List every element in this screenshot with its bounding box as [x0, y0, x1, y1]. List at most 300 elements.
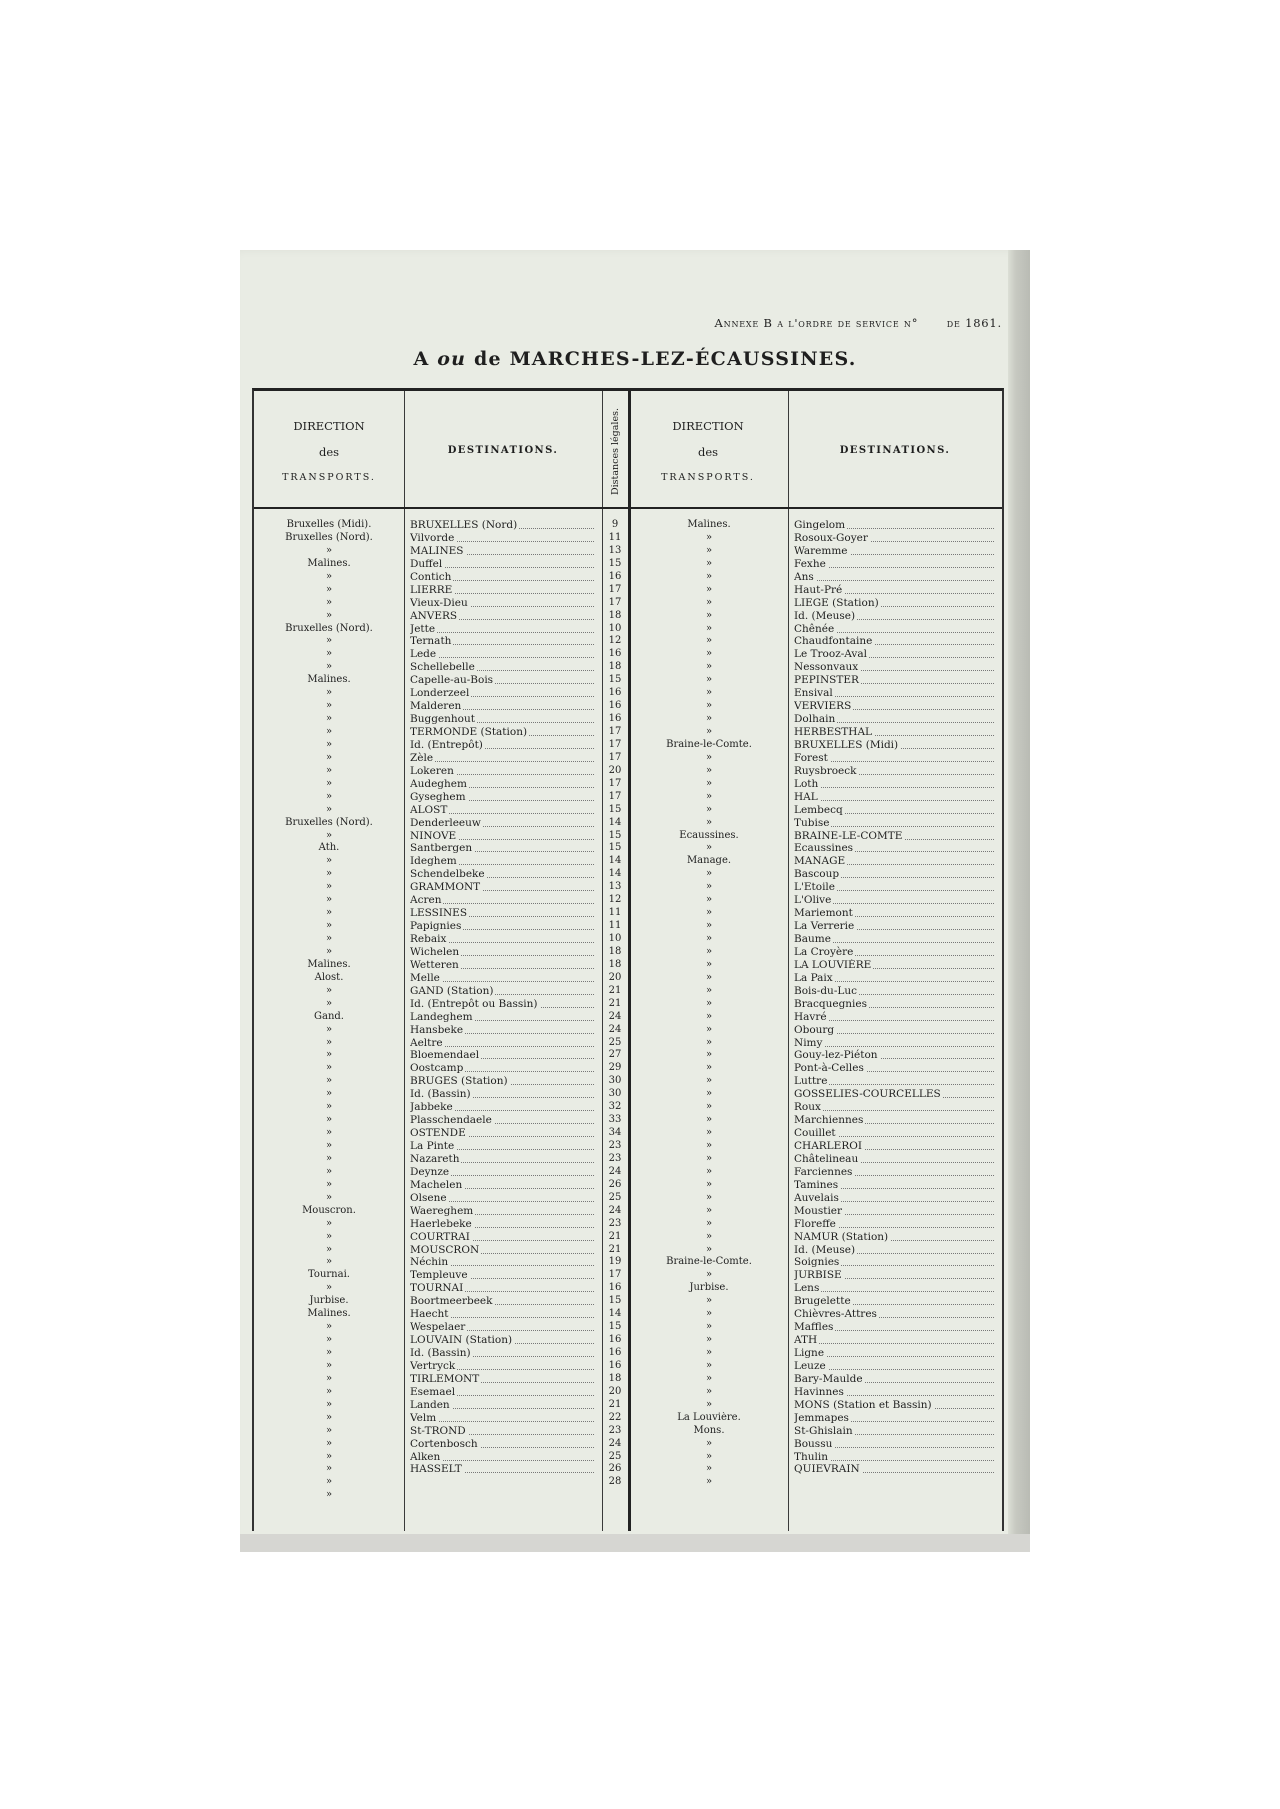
destination-cell: [794, 752, 998, 765]
destination-cell: [794, 1451, 998, 1464]
destination-cell-text: Gingelom: [794, 519, 846, 531]
direction-cell: Bruxelles (Midi).: [286, 519, 372, 530]
destination-cell-text: Soignies: [794, 1256, 840, 1269]
direction-cell: »: [705, 1269, 713, 1281]
scanned-page: [240, 250, 1030, 1552]
direction-cell: »: [705, 1101, 713, 1113]
distance-cell: 18: [608, 609, 622, 621]
destination-cell: [410, 1386, 598, 1399]
destination-cell: [794, 1438, 998, 1451]
destination-cell: [794, 1295, 998, 1308]
direction-cell: »: [705, 1347, 713, 1358]
destination-cell: [794, 998, 998, 1011]
direction-cell: »: [325, 1359, 333, 1371]
destination-cell-text: Chênée: [794, 622, 835, 635]
destination-cell-text: GAND (Station): [410, 984, 494, 997]
destination-cell-text: Gouy-lez-Piéton: [794, 1049, 878, 1062]
direction-cell: »: [325, 1165, 333, 1177]
distance-cell: 16: [608, 700, 622, 712]
direction-cell: »: [325, 945, 333, 957]
destination-cell-text: Jette: [410, 622, 436, 635]
distance-cell: 33: [608, 1114, 622, 1126]
destination-cell-text: VERVIERS: [794, 700, 852, 713]
destination-cell-text: ANVERS: [410, 609, 458, 622]
destination-cell-text: Luttre: [794, 1075, 828, 1088]
direction-cell: »: [325, 1152, 333, 1164]
destination-cell: [410, 1218, 598, 1231]
destination-cell: [410, 1321, 598, 1334]
direction-cell: »: [325, 738, 333, 750]
destination-cell-text: Schendelbeke: [410, 868, 485, 881]
destination-cell: [794, 1037, 998, 1050]
destination-cell-text: Denderleeuw: [410, 816, 481, 829]
direction-cell: »: [705, 868, 713, 880]
direction-cell: »: [325, 1437, 333, 1449]
direction-cell: »: [325, 544, 333, 556]
direction-cell: »: [705, 700, 713, 712]
direction-cell: »: [705, 661, 713, 673]
destination-cell: [410, 1049, 598, 1062]
destination-cell-text: QUIEVRAIN: [794, 1463, 860, 1476]
destination-cell-text: Nessonvaux: [794, 661, 859, 674]
direction-cell: »: [705, 1127, 713, 1139]
destination-cell: [410, 1127, 598, 1140]
destination-cell-text: Brugelette: [794, 1295, 851, 1308]
direction-cell: »: [705, 842, 713, 854]
destination-cell-text: Melle: [410, 971, 440, 984]
destination-cell: [410, 713, 598, 726]
destination-cell: [794, 804, 998, 817]
destination-cell: [410, 972, 598, 985]
direction-cell: Écaussines.: [679, 829, 739, 841]
direction-cell: »: [325, 790, 333, 802]
destination-cell: [410, 1088, 598, 1101]
destination-cell: [794, 1166, 998, 1179]
destination-cell: [410, 597, 598, 610]
right-direction-column: [630, 519, 788, 1489]
destination-cell-text: MALINES: [410, 544, 464, 557]
destination-cell-text: Lembecq: [794, 803, 843, 816]
direction-cell: »: [705, 648, 713, 660]
direction-cell: »: [325, 609, 333, 621]
destination-cell-text: Thulin: [794, 1450, 829, 1463]
header-direction-word: DIRECTION: [293, 419, 365, 433]
direction-cell: »: [325, 803, 333, 815]
destination-cell: [410, 842, 598, 855]
destination-cell-text: Gyseghem: [410, 790, 466, 803]
destination-cell-text: Le Trooz-Aval: [794, 648, 867, 661]
destination-cell-text: NINOVE: [410, 829, 457, 842]
direction-cell: »: [705, 596, 713, 608]
destination-cell: [794, 791, 998, 804]
direction-cell: »: [705, 1476, 713, 1488]
direction-cell: »: [325, 1347, 333, 1358]
destination-cell: [410, 1425, 598, 1438]
destination-cell-text: Marchiennes: [794, 1114, 864, 1127]
destination-cell: [794, 1231, 998, 1244]
destination-cell-text: Baume: [794, 933, 831, 945]
destination-cell: [794, 674, 998, 687]
distance-cell: 18: [608, 661, 622, 673]
destination-cell: [794, 739, 998, 752]
distance-cell: 17: [608, 726, 622, 737]
header-direction-word: DIRECTION: [672, 419, 744, 433]
distance-cell: 23: [608, 1152, 622, 1164]
distance-cell: 24: [608, 1204, 622, 1216]
destination-cell: [410, 1153, 598, 1166]
direction-cell: »: [705, 1140, 713, 1151]
destination-cell-text: Malderen: [410, 700, 462, 713]
destination-cell-text: OSTENDE: [410, 1127, 466, 1140]
destination-cell: [410, 1438, 598, 1451]
destination-cell: [410, 532, 598, 545]
destination-cell-text: HAL: [794, 790, 818, 803]
direction-cell: »: [325, 1334, 333, 1346]
distance-cell: 11: [608, 907, 622, 919]
destination-cell: [794, 1088, 998, 1101]
destination-cell: [410, 584, 598, 597]
destination-cell-text: Contich: [410, 570, 452, 583]
distance-cell: 18: [608, 1372, 622, 1384]
destination-cell: [410, 674, 598, 687]
title-place: MARCHES-LEZ-ÉCAUSSINES.: [509, 348, 857, 370]
distance-cell: 21: [608, 997, 622, 1009]
destination-cell: [410, 635, 598, 648]
distance-cell: 22: [608, 1411, 622, 1423]
destination-cell-text: Pont-à-Celles: [794, 1062, 864, 1075]
distance-cell: 16: [608, 1359, 622, 1371]
destination-cell-text: Id. (Entrepôt ou Bassin): [410, 997, 538, 1010]
destination-cell-text: LIEGE (Station): [794, 596, 879, 609]
destination-cell: [794, 1308, 998, 1321]
direction-cell: »: [705, 958, 713, 970]
destination-cell: [794, 985, 998, 998]
destination-cell: [794, 778, 998, 791]
distance-cell: 15: [608, 557, 622, 569]
destination-cell-text: Alken: [410, 1450, 441, 1463]
destination-cell: [794, 1127, 998, 1140]
direction-cell: »: [325, 1217, 333, 1229]
destination-cell: [410, 1360, 598, 1373]
direction-cell: »: [325, 1321, 333, 1333]
destination-cell: [794, 868, 998, 881]
destination-cell: [794, 1049, 998, 1062]
destination-cell-text: Jemmapes: [794, 1411, 849, 1424]
destination-cell-text: Papignies: [410, 920, 462, 933]
destination-cell: [794, 1386, 998, 1399]
destination-cell: [794, 1179, 998, 1192]
direction-cell: »: [325, 1230, 333, 1242]
distance-cell: 14: [608, 868, 622, 880]
direction-cell: »: [325, 1450, 333, 1462]
distance-cell: 17: [608, 1269, 622, 1281]
header-rule: [254, 507, 1002, 509]
direction-cell: »: [325, 1023, 333, 1035]
destination-cell: [410, 648, 598, 661]
destination-cell-text: Lens: [794, 1282, 820, 1295]
title-ou: ou: [437, 348, 467, 370]
destination-cell-text: Moustier: [794, 1204, 843, 1217]
direction-cell: »: [705, 777, 713, 789]
destination-cell-text: Dolhain: [794, 713, 836, 726]
destination-cell: [794, 584, 998, 597]
destination-cell-text: Ternath: [410, 635, 452, 648]
direction-cell: »: [325, 1243, 333, 1255]
direction-cell: »: [705, 881, 713, 893]
direction-cell: »: [705, 945, 713, 957]
running-head-year: de 1861.: [946, 316, 1002, 330]
distance-cell: 17: [608, 738, 622, 750]
destination-cell-text: Farciennes: [794, 1165, 853, 1178]
destination-cell-text: Rebaix: [410, 933, 447, 945]
direction-cell: »: [705, 1295, 713, 1307]
destination-cell: [410, 1269, 598, 1282]
destination-cell: [794, 920, 998, 933]
direction-cell: »: [705, 531, 713, 543]
destination-cell-text: Haut-Pré: [794, 583, 843, 596]
destination-cell: [410, 558, 598, 571]
destination-cell-text: MONS (Station et Bassin): [794, 1398, 932, 1411]
direction-cell: »: [325, 868, 333, 880]
destination-cell-text: LOUVAIN (Station): [410, 1334, 513, 1347]
destination-cell: [794, 1075, 998, 1088]
destination-cell: [794, 623, 998, 636]
page-binding-shadow: [1008, 250, 1030, 1552]
destination-cell-text: Forest: [794, 751, 828, 764]
destination-cell-text: HERBESTHAL: [794, 726, 873, 738]
distance-cell: 15: [608, 842, 622, 854]
header-destinations-left: DESTINATIONS.: [447, 445, 559, 456]
destination-cell-text: Hansbeke: [410, 1023, 464, 1036]
destination-cell: [794, 1218, 998, 1231]
destination-cell: [410, 1295, 598, 1308]
destination-cell: [410, 920, 598, 933]
destination-cell: [410, 1463, 598, 1476]
distance-cell: 21: [608, 1243, 622, 1255]
destination-cell: [410, 661, 598, 674]
destination-cell-text: TOURNAI: [410, 1282, 464, 1295]
destination-cell-text: Capelle-au-Bois: [410, 674, 494, 687]
destination-cell-text: Fexhe: [794, 557, 826, 570]
direction-cell: »: [705, 997, 713, 1009]
destination-cell: [794, 1360, 998, 1373]
direction-cell: »: [325, 1178, 333, 1190]
direction-cell: Manage.: [686, 855, 732, 867]
direction-cell: »: [325, 1114, 333, 1126]
destination-cell-text: GRAMMONT: [410, 881, 481, 894]
destination-cell: [794, 1011, 998, 1024]
distance-cell: 30: [608, 1088, 622, 1100]
direction-cell: »: [325, 1282, 333, 1294]
destination-cell-text: Bracquegnies: [794, 997, 868, 1010]
destination-cell-text: Ans: [794, 570, 814, 583]
destination-cell: [794, 1269, 998, 1282]
distance-cell: 17: [608, 790, 622, 802]
destination-cell-text: La Verrerie: [794, 920, 855, 933]
direction-cell: »: [705, 1062, 713, 1074]
distance-cell: 17: [608, 596, 622, 608]
destination-cell: [410, 739, 598, 752]
direction-cell: »: [705, 1217, 713, 1229]
direction-cell: »: [705, 1191, 713, 1203]
distance-cell: 13: [608, 881, 622, 893]
destination-cell-text: CHARLEROI: [794, 1140, 862, 1152]
destination-cell-text: St-TROND: [410, 1424, 466, 1437]
destination-cell-text: Ruysbroeck: [794, 764, 857, 777]
destination-cell-text: LIERRE: [410, 583, 453, 596]
distance-cell: 25: [608, 1450, 622, 1462]
destination-cell: [410, 1101, 598, 1114]
direction-cell: »: [325, 1256, 333, 1268]
destination-cell-text: Zèle: [410, 751, 434, 764]
direction-cell: »: [705, 557, 713, 569]
destination-cell-text: Jabbeke: [410, 1101, 453, 1114]
distance-cell: 21: [608, 984, 622, 996]
destination-cell-text: Acren: [410, 894, 442, 907]
destination-cell: [410, 519, 598, 532]
destination-cell: [410, 933, 598, 946]
destination-cell: [410, 1308, 598, 1321]
destination-cell: [794, 558, 998, 571]
destination-cell-text: Plasschendaele: [410, 1114, 492, 1127]
scan-bottom-edge: [240, 1534, 1030, 1552]
direction-cell: »: [325, 1101, 333, 1113]
direction-cell: Jurbise.: [309, 1295, 349, 1307]
distance-cell: 34: [608, 1127, 622, 1139]
right-destinations-column: [794, 519, 998, 1476]
direction-cell: Malines.: [307, 958, 351, 970]
direction-cell: »: [325, 984, 333, 996]
direction-cell: »: [705, 1178, 713, 1190]
direction-cell: »: [705, 1321, 713, 1333]
destination-cell: [794, 881, 998, 894]
direction-cell: Bruxelles (Nord).: [285, 816, 373, 828]
distance-cell: 25: [608, 1036, 622, 1048]
destination-cell: [794, 1205, 998, 1218]
destination-cell-text: TERMONDE (Station): [410, 726, 528, 738]
destination-cell-text: Leuze: [794, 1359, 826, 1372]
direction-cell: »: [325, 894, 333, 906]
destination-cell: [410, 700, 598, 713]
direction-cell: Mouscron.: [302, 1204, 356, 1216]
destination-cell: [410, 1024, 598, 1037]
direction-cell: Braine-le-Comte.: [666, 738, 752, 750]
destination-cell: [794, 1153, 998, 1166]
direction-cell: »: [325, 726, 333, 737]
direction-cell: »: [705, 971, 713, 983]
destination-cell: [794, 1114, 998, 1127]
destination-cell-text: Londerzeel: [410, 687, 470, 700]
direction-cell: »: [705, 1308, 713, 1320]
distance-cell: 16: [608, 1334, 622, 1346]
direction-cell: »: [325, 1075, 333, 1087]
direction-cell: Jurbise.: [689, 1282, 729, 1294]
header-direction-right: [628, 413, 788, 491]
destination-cell: [410, 765, 598, 778]
destination-cell-text: Néchin: [410, 1256, 449, 1269]
destination-cell: [794, 1321, 998, 1334]
direction-cell: »: [705, 1152, 713, 1164]
direction-cell: »: [325, 764, 333, 776]
distance-cell: 17: [608, 751, 622, 763]
direction-cell: »: [325, 1398, 333, 1410]
destination-cell-text: Roux: [794, 1101, 821, 1114]
destination-cell: [794, 1244, 998, 1257]
distance-cell: 19: [608, 1256, 622, 1268]
destination-cell-text: NAMUR (Station): [794, 1230, 889, 1243]
distance-cell: 16: [608, 1282, 622, 1294]
distance-cell: 24: [608, 1010, 622, 1022]
destination-cell-text: Vieux-Dieu: [410, 596, 468, 609]
distance-cell: 12: [608, 635, 622, 647]
direction-cell: Malines.: [307, 674, 351, 686]
destination-cell: [794, 959, 998, 972]
destination-cell-text: Wichelen: [410, 945, 460, 958]
running-head-text: Annexe B a l'ordre de service n°: [714, 316, 919, 330]
direction-cell: Bruxelles (Nord).: [285, 622, 373, 634]
destination-cell-text: Id. (Entrepôt): [410, 738, 483, 751]
destination-cell: [794, 1463, 998, 1476]
direction-cell: »: [705, 1049, 713, 1061]
running-head: [715, 316, 1002, 330]
direction-cell: »: [325, 1385, 333, 1397]
destination-cell: [410, 752, 598, 765]
header-transports-word: TRANSPORTS.: [661, 472, 755, 483]
destination-cell-text: COURTRAI: [410, 1230, 470, 1243]
destination-cell: [410, 894, 598, 907]
destination-cell: [794, 972, 998, 985]
destination-cell-text: Schellebelle: [410, 661, 475, 674]
distance-cell: 27: [608, 1049, 622, 1061]
direction-cell: »: [705, 726, 713, 737]
destination-cell-text: Id. (Meuse): [794, 1243, 856, 1256]
direction-cell: »: [705, 1398, 713, 1410]
destination-cell: [410, 1412, 598, 1425]
direction-cell: »: [705, 622, 713, 634]
direction-cell: »: [325, 855, 333, 867]
destination-cell-text: Havré: [794, 1010, 827, 1023]
header-des-word: des: [318, 445, 340, 459]
direction-cell: Malines.: [307, 1308, 351, 1320]
destination-cell: [410, 1075, 598, 1088]
destination-cell: [410, 907, 598, 920]
distance-cell: 26: [608, 1178, 622, 1190]
distance-cell: 17: [608, 583, 622, 595]
direction-cell: »: [705, 583, 713, 595]
destination-cell-text: Wespelaer: [410, 1321, 466, 1334]
destination-cell: [410, 545, 598, 558]
destination-cell: [410, 1399, 598, 1412]
distance-cell: 10: [608, 622, 622, 634]
destination-cell: [410, 830, 598, 843]
direction-cell: »: [325, 997, 333, 1009]
destination-cell: [794, 1412, 998, 1425]
destination-cell: [410, 855, 598, 868]
destination-cell: [410, 1011, 598, 1024]
direction-cell: »: [705, 751, 713, 763]
destination-cell: [410, 1256, 598, 1269]
destination-cell: [794, 545, 998, 558]
destination-cell: [794, 635, 998, 648]
destination-cell-text: Obourg: [794, 1023, 835, 1036]
direction-cell: Alost.: [314, 971, 344, 983]
direction-cell: »: [705, 1334, 713, 1346]
destination-cell-text: LESSINES: [410, 907, 468, 920]
destination-cell-text: ATH: [794, 1334, 818, 1347]
destination-cell-text: Couillet: [794, 1127, 836, 1140]
direction-cell: Malines.: [307, 557, 351, 569]
destination-cell: [410, 1244, 598, 1257]
